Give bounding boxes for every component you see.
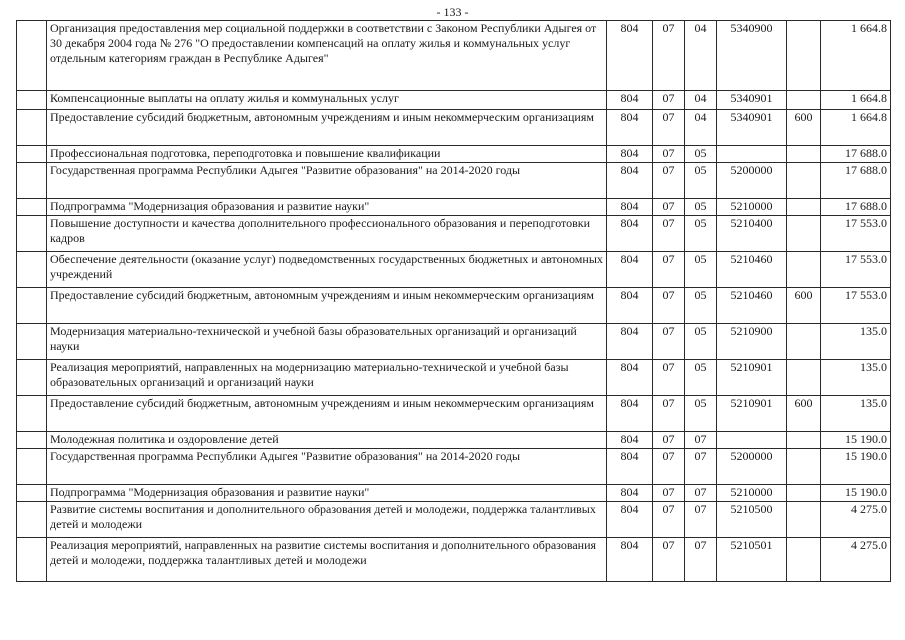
table-body xyxy=(17,21,891,582)
amount-cell: 4 275.0 xyxy=(821,538,891,582)
table-row xyxy=(17,432,891,449)
expense-type-code-cell xyxy=(787,216,821,252)
page-number: - 133 - xyxy=(436,5,469,19)
section-code-cell: 07 xyxy=(653,163,685,199)
blank-cell xyxy=(17,432,47,449)
expense-type-code-cell xyxy=(787,91,821,110)
subsection-code-cell: 07 xyxy=(685,538,717,582)
table-row xyxy=(17,324,891,360)
section-code-cell: 07 xyxy=(653,485,685,502)
target-item-code-cell: 5210460 xyxy=(717,288,787,324)
table-row xyxy=(17,21,891,91)
section-code-cell: 07 xyxy=(653,91,685,110)
expense-type-code-cell xyxy=(787,432,821,449)
expense-type-code-cell xyxy=(787,485,821,502)
target-item-code-cell: 5210501 xyxy=(717,538,787,582)
amount-cell: 17 553.0 xyxy=(821,252,891,288)
section-code-cell: 07 xyxy=(653,110,685,146)
subsection-code-cell: 04 xyxy=(685,21,717,91)
blank-cell xyxy=(17,199,47,216)
subsection-code-cell: 05 xyxy=(685,324,717,360)
blank-cell xyxy=(17,485,47,502)
ministry-code-cell: 804 xyxy=(607,110,653,146)
section-code-cell: 07 xyxy=(653,324,685,360)
ministry-code-cell: 804 xyxy=(607,449,653,485)
section-code-cell: 07 xyxy=(653,538,685,582)
item-name-cell: Предоставление субсидий бюджетным, автономным учреждениям и иным некоммерческим организациям xyxy=(47,110,607,146)
section-code-cell: 07 xyxy=(653,21,685,91)
item-name-cell: Повышение доступности и качества дополнительного профессионального образования и переподготовки кадров xyxy=(47,216,607,252)
ministry-code-cell: 804 xyxy=(607,163,653,199)
section-code-cell: 07 xyxy=(653,432,685,449)
blank-cell xyxy=(17,163,47,199)
section-code-cell: 07 xyxy=(653,360,685,396)
item-name-cell: Подпрограмма "Модернизация образования и развитие науки" xyxy=(47,199,607,216)
subsection-code-cell: 05 xyxy=(685,396,717,432)
subsection-code-cell: 07 xyxy=(685,449,717,485)
subsection-code-cell: 05 xyxy=(685,199,717,216)
blank-cell xyxy=(17,216,47,252)
target-item-code-cell: 5340900 xyxy=(717,21,787,91)
blank-cell xyxy=(17,396,47,432)
target-item-code-cell: 5210000 xyxy=(717,199,787,216)
table-row xyxy=(17,199,891,216)
target-item-code-cell: 5200000 xyxy=(717,163,787,199)
amount-cell: 4 275.0 xyxy=(821,502,891,538)
section-code-cell: 07 xyxy=(653,252,685,288)
amount-cell: 17 553.0 xyxy=(821,216,891,252)
target-item-code-cell: 5210400 xyxy=(717,216,787,252)
table-row xyxy=(17,110,891,146)
ministry-code-cell: 804 xyxy=(607,199,653,216)
amount-cell: 17 688.0 xyxy=(821,163,891,199)
expense-type-code-cell xyxy=(787,360,821,396)
ministry-code-cell: 804 xyxy=(607,538,653,582)
item-name-cell: Подпрограмма "Модернизация образования и развитие науки" xyxy=(47,485,607,502)
subsection-code-cell: 04 xyxy=(685,110,717,146)
item-name-cell: Развитие системы воспитания и дополнительного образования детей и молодежи, поддержка талантливых детей и молодежи xyxy=(47,502,607,538)
item-name-cell: Государственная программа Республики Адыгея "Развитие образования" на 2014-2020 годы xyxy=(47,163,607,199)
subsection-code-cell: 07 xyxy=(685,485,717,502)
expense-type-code-cell xyxy=(787,538,821,582)
item-name-cell: Реализация мероприятий, направленных на модернизацию материально-технической и учебной базы образовательных организаций и организаций науки xyxy=(47,360,607,396)
table-row xyxy=(17,252,891,288)
table-row xyxy=(17,163,891,199)
subsection-code-cell: 05 xyxy=(685,216,717,252)
subsection-code-cell: 07 xyxy=(685,432,717,449)
table-row xyxy=(17,485,891,502)
target-item-code-cell: 5340901 xyxy=(717,110,787,146)
expense-type-code-cell: 600 xyxy=(787,110,821,146)
subsection-code-cell: 05 xyxy=(685,252,717,288)
blank-cell xyxy=(17,288,47,324)
budget-table xyxy=(16,20,891,582)
expense-type-code-cell xyxy=(787,146,821,163)
section-code-cell: 07 xyxy=(653,396,685,432)
ministry-code-cell: 804 xyxy=(607,21,653,91)
expense-type-code-cell: 600 xyxy=(787,288,821,324)
blank-cell xyxy=(17,360,47,396)
target-item-code-cell: 5210900 xyxy=(717,324,787,360)
table-row xyxy=(17,538,891,582)
ministry-code-cell: 804 xyxy=(607,485,653,502)
ministry-code-cell: 804 xyxy=(607,252,653,288)
expense-type-code-cell xyxy=(787,21,821,91)
table-row xyxy=(17,360,891,396)
ministry-code-cell: 804 xyxy=(607,502,653,538)
target-item-code-cell xyxy=(717,146,787,163)
ministry-code-cell: 804 xyxy=(607,216,653,252)
ministry-code-cell: 804 xyxy=(607,146,653,163)
expense-type-code-cell xyxy=(787,199,821,216)
ministry-code-cell: 804 xyxy=(607,396,653,432)
amount-cell: 15 190.0 xyxy=(821,449,891,485)
amount-cell: 1 664.8 xyxy=(821,110,891,146)
section-code-cell: 07 xyxy=(653,216,685,252)
item-name-cell: Модернизация материально-технической и учебной базы образовательных организаций и организаций науки xyxy=(47,324,607,360)
amount-cell: 135.0 xyxy=(821,396,891,432)
ministry-code-cell: 804 xyxy=(607,360,653,396)
ministry-code-cell: 804 xyxy=(607,432,653,449)
ministry-code-cell: 804 xyxy=(607,288,653,324)
item-name-cell: Молодежная политика и оздоровление детей xyxy=(47,432,607,449)
item-name-cell: Реализация мероприятий, направленных на развитие системы воспитания и дополнительного образования детей и молодежи, поддержка талантливых детей и молодежи xyxy=(47,538,607,582)
expense-type-code-cell xyxy=(787,324,821,360)
target-item-code-cell xyxy=(717,432,787,449)
expense-type-code-cell: 600 xyxy=(787,396,821,432)
ministry-code-cell: 804 xyxy=(607,324,653,360)
expense-type-code-cell xyxy=(787,502,821,538)
blank-cell xyxy=(17,324,47,360)
amount-cell: 1 664.8 xyxy=(821,91,891,110)
table-row xyxy=(17,146,891,163)
amount-cell: 1 664.8 xyxy=(821,21,891,91)
expense-type-code-cell xyxy=(787,163,821,199)
item-name-cell: Предоставление субсидий бюджетным, автономным учреждениям и иным некоммерческим организациям xyxy=(47,288,607,324)
amount-cell: 15 190.0 xyxy=(821,432,891,449)
subsection-code-cell: 05 xyxy=(685,163,717,199)
blank-cell xyxy=(17,449,47,485)
blank-cell xyxy=(17,21,47,91)
blank-cell xyxy=(17,110,47,146)
section-code-cell: 07 xyxy=(653,146,685,163)
subsection-code-cell: 07 xyxy=(685,502,717,538)
target-item-code-cell: 5210901 xyxy=(717,360,787,396)
table-row xyxy=(17,449,891,485)
target-item-code-cell: 5340901 xyxy=(717,91,787,110)
blank-cell xyxy=(17,91,47,110)
section-code-cell: 07 xyxy=(653,199,685,216)
amount-cell: 17 688.0 xyxy=(821,199,891,216)
target-item-code-cell: 5200000 xyxy=(717,449,787,485)
subsection-code-cell: 05 xyxy=(685,288,717,324)
subsection-code-cell: 05 xyxy=(685,146,717,163)
amount-cell: 17 688.0 xyxy=(821,146,891,163)
blank-cell xyxy=(17,502,47,538)
amount-cell: 17 553.0 xyxy=(821,288,891,324)
item-name-cell: Обеспечение деятельности (оказание услуг) подведомственных государственных бюджетных и автономных учреждений xyxy=(47,252,607,288)
expense-type-code-cell xyxy=(787,449,821,485)
table-row xyxy=(17,288,891,324)
subsection-code-cell: 04 xyxy=(685,91,717,110)
table-row xyxy=(17,502,891,538)
target-item-code-cell: 5210500 xyxy=(717,502,787,538)
item-name-cell: Профессиональная подготовка, переподготовка и повышение квалификации xyxy=(47,146,607,163)
table-row xyxy=(17,396,891,432)
section-code-cell: 07 xyxy=(653,288,685,324)
ministry-code-cell: 804 xyxy=(607,91,653,110)
blank-cell xyxy=(17,146,47,163)
blank-cell xyxy=(17,538,47,582)
table-row xyxy=(17,91,891,110)
subsection-code-cell: 05 xyxy=(685,360,717,396)
target-item-code-cell: 5210000 xyxy=(717,485,787,502)
target-item-code-cell: 5210460 xyxy=(717,252,787,288)
target-item-code-cell: 5210901 xyxy=(717,396,787,432)
section-code-cell: 07 xyxy=(653,502,685,538)
item-name-cell: Государственная программа Республики Адыгея "Развитие образования" на 2014-2020 годы xyxy=(47,449,607,485)
expense-type-code-cell xyxy=(787,252,821,288)
amount-cell: 135.0 xyxy=(821,324,891,360)
amount-cell: 135.0 xyxy=(821,360,891,396)
item-name-cell: Компенсационные выплаты на оплату жилья и коммунальных услуг xyxy=(47,91,607,110)
item-name-cell: Организация предоставления мер социальной поддержки в соответствии с Законом Республики Адыгея от 30 декабря 2004 года № 276 "О предоставлении компенсаций на оплату жилья и коммунальных услуг отдельным категориям граждан в Республике Адыгея" xyxy=(47,21,607,91)
item-name-cell: Предоставление субсидий бюджетным, автономным учреждениям и иным некоммерческим организациям xyxy=(47,396,607,432)
table-row xyxy=(17,216,891,252)
blank-cell xyxy=(17,252,47,288)
amount-cell: 15 190.0 xyxy=(821,485,891,502)
section-code-cell: 07 xyxy=(653,449,685,485)
